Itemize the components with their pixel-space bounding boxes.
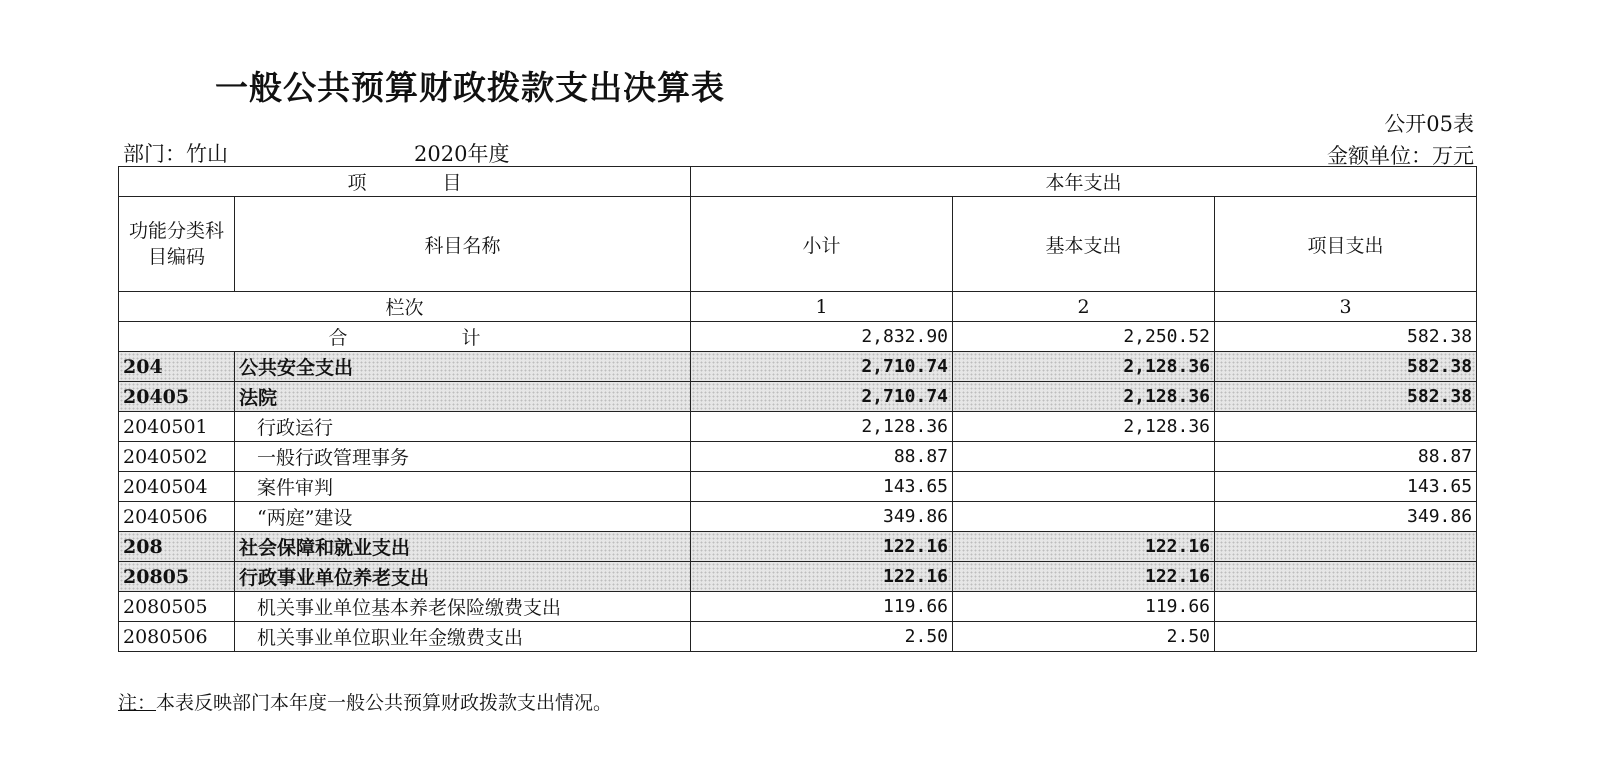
table-row — [119, 592, 1477, 622]
row-name: “两庭”建设 — [235, 502, 691, 532]
col-number-3: 3 — [1215, 292, 1477, 322]
row-basic: 2,128.36 — [953, 382, 1215, 412]
table-row — [119, 472, 1477, 502]
row-basic — [953, 442, 1215, 472]
row-code: 2080505 — [119, 592, 235, 622]
total-project: 582.38 — [1215, 322, 1477, 352]
row-project — [1215, 412, 1477, 442]
row-project: 143.65 — [1215, 472, 1477, 502]
total-subtotal: 2,832.90 — [691, 322, 953, 352]
row-basic: 2,128.36 — [953, 352, 1215, 382]
header-basic: 基本支出 — [953, 197, 1215, 292]
row-basic — [953, 472, 1215, 502]
footnote-prefix: 注： — [118, 692, 157, 714]
row-subtotal: 2,710.74 — [691, 352, 953, 382]
row-subtotal: 119.66 — [691, 592, 953, 622]
expenditure-table — [118, 166, 1477, 652]
header-row-1 — [119, 167, 1477, 197]
row-code: 20805 — [119, 562, 235, 592]
fiscal-year: 2020年度 — [414, 142, 510, 166]
row-project: 349.86 — [1215, 502, 1477, 532]
row-project: 88.87 — [1215, 442, 1477, 472]
row-code: 2040504 — [119, 472, 235, 502]
row-project — [1215, 562, 1477, 592]
row-project — [1215, 532, 1477, 562]
row-name: 行政运行 — [235, 412, 691, 442]
row-subtotal: 122.16 — [691, 532, 953, 562]
table-row — [119, 382, 1477, 412]
row-project: 582.38 — [1215, 352, 1477, 382]
header-project: 项目支出 — [1215, 197, 1477, 292]
department-label: 部门：竹山 — [123, 142, 228, 166]
amount-unit: 金额单位：万元 — [1327, 144, 1474, 168]
row-basic — [953, 502, 1215, 532]
table-row — [119, 532, 1477, 562]
row-subtotal: 88.87 — [691, 442, 953, 472]
total-label: 合 计 — [119, 322, 691, 352]
row-subtotal: 2,710.74 — [691, 382, 953, 412]
row-subtotal: 122.16 — [691, 562, 953, 592]
table-row — [119, 412, 1477, 442]
header-row-2 — [119, 197, 1477, 292]
row-name: 社会保障和就业支出 — [235, 532, 691, 562]
row-basic: 119.66 — [953, 592, 1215, 622]
row-subtotal: 143.65 — [691, 472, 953, 502]
row-basic: 122.16 — [953, 562, 1215, 592]
row-project: 582.38 — [1215, 382, 1477, 412]
total-row — [119, 322, 1477, 352]
row-name: 一般行政管理事务 — [235, 442, 691, 472]
row-code: 208 — [119, 532, 235, 562]
table-row — [119, 442, 1477, 472]
column-order-label: 栏次 — [119, 292, 691, 322]
row-code: 2040502 — [119, 442, 235, 472]
table-row — [119, 562, 1477, 592]
footnote-text: 本表反映部门本年度一般公共预算财政拨款支出情况。 — [156, 692, 613, 714]
row-project — [1215, 592, 1477, 622]
col-number-2: 2 — [953, 292, 1215, 322]
header-current-year: 本年支出 — [691, 167, 1477, 197]
row-code: 2040506 — [119, 502, 235, 532]
table-row — [119, 502, 1477, 532]
row-project — [1215, 622, 1477, 652]
row-name: 案件审判 — [235, 472, 691, 502]
row-code: 20405 — [119, 382, 235, 412]
row-name: 法院 — [235, 382, 691, 412]
row-basic: 122.16 — [953, 532, 1215, 562]
header-item: 项 目 — [119, 167, 691, 197]
col-number-1: 1 — [691, 292, 953, 322]
header-subtotal: 小计 — [691, 197, 953, 292]
total-basic: 2,250.52 — [953, 322, 1215, 352]
row-basic: 2.50 — [953, 622, 1215, 652]
column-order-row — [119, 292, 1477, 322]
row-name: 机关事业单位基本养老保险缴费支出 — [235, 592, 691, 622]
row-subtotal: 2,128.36 — [691, 412, 953, 442]
table-row — [119, 352, 1477, 382]
row-subtotal: 349.86 — [691, 502, 953, 532]
form-number: 公开05表 — [1384, 112, 1474, 136]
header-name: 科目名称 — [235, 197, 691, 292]
row-code: 204 — [119, 352, 235, 382]
row-subtotal: 2.50 — [691, 622, 953, 652]
row-name: 行政事业单位养老支出 — [235, 562, 691, 592]
footnote — [118, 688, 612, 715]
row-basic: 2,128.36 — [953, 412, 1215, 442]
row-name: 公共安全支出 — [235, 352, 691, 382]
row-code: 2040501 — [119, 412, 235, 442]
row-name: 机关事业单位职业年金缴费支出 — [235, 622, 691, 652]
header-code: 功能分类科目编码 — [119, 197, 235, 292]
row-code: 2080506 — [119, 622, 235, 652]
page-title: 一般公共预算财政拨款支出决算表 — [215, 68, 725, 107]
table-row — [119, 622, 1477, 652]
